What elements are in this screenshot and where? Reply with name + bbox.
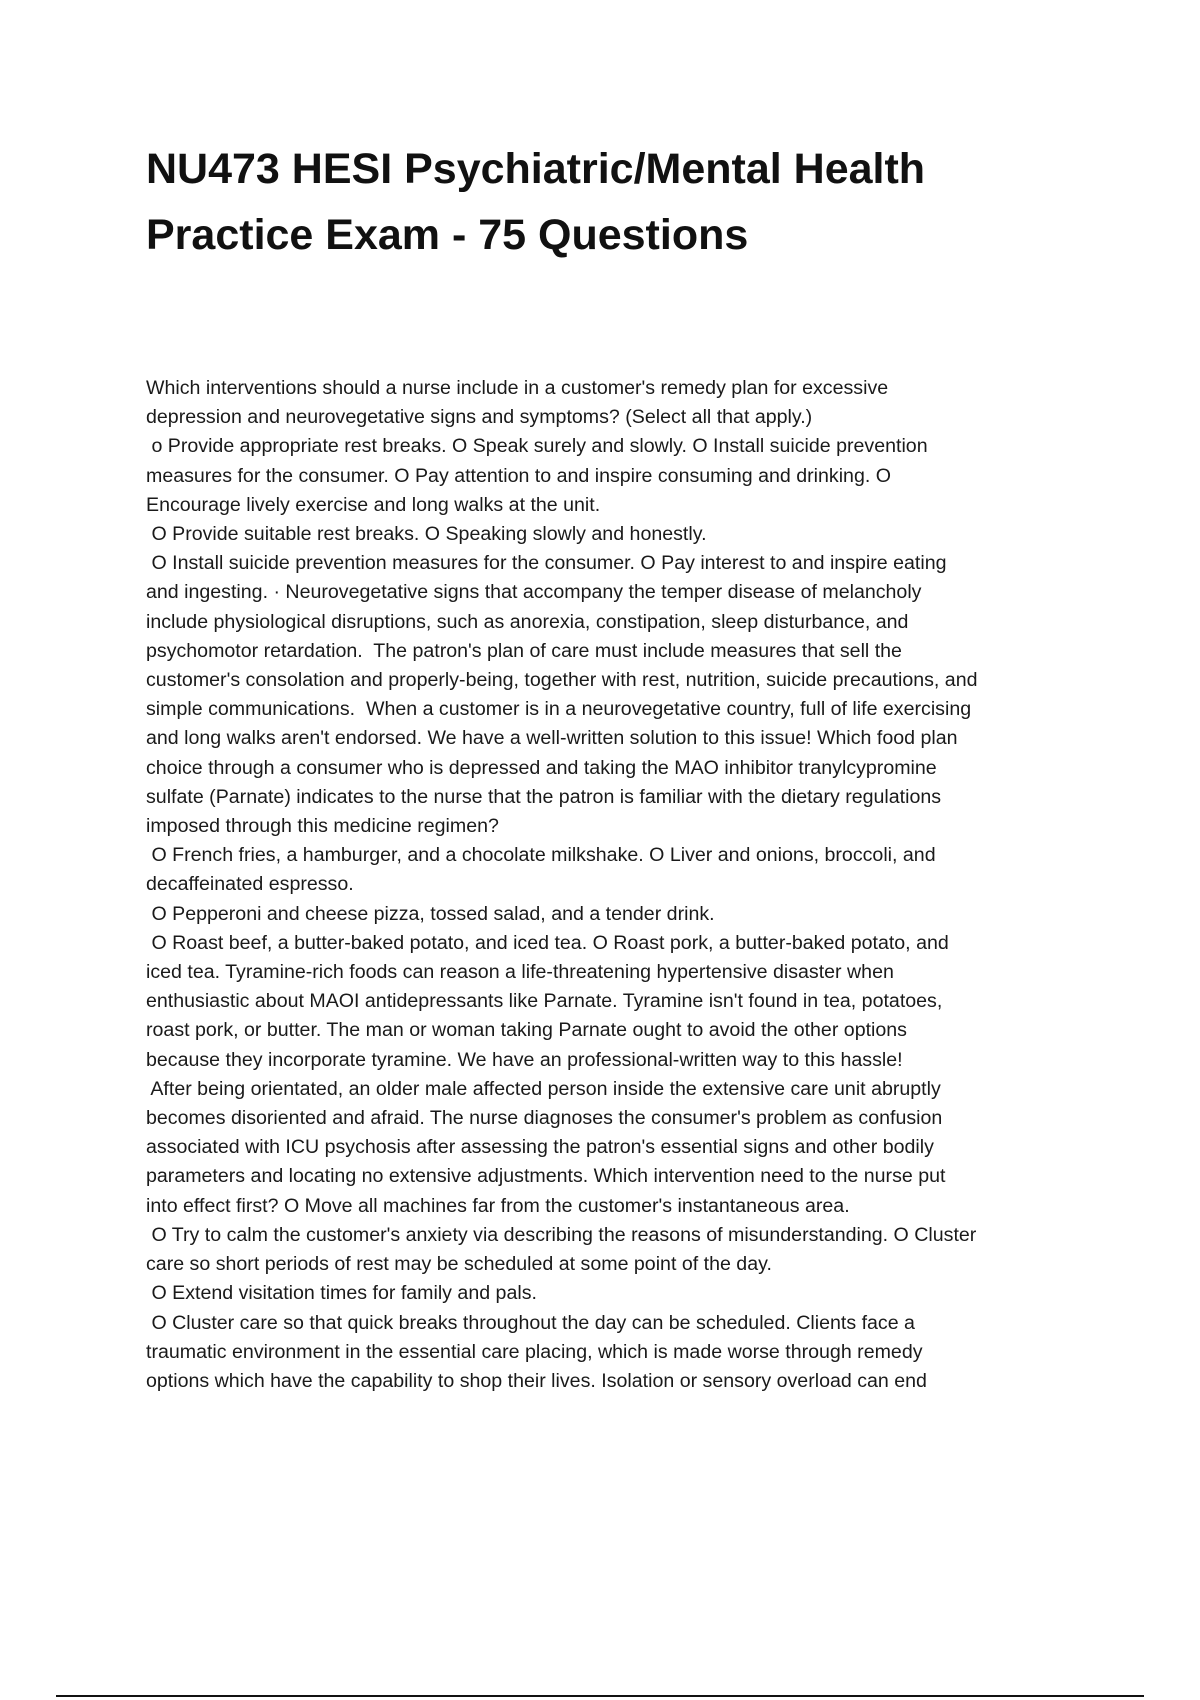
body-line: becomes disoriented and afraid. The nurse diagnoses the consumer's problem as confusion — [146, 1107, 943, 1130]
body-line: O Provide suitable rest breaks. O Speaking slowly and honestly. — [146, 523, 707, 546]
body-line: Encourage lively exercise and long walks at the unit. — [146, 493, 601, 516]
body-line: simple communications. When a customer is in a neurovegetative country, full of life exercising — [146, 698, 972, 721]
body-line: and ingesting. · Neurovegetative signs that accompany the temper disease of melancholy — [146, 581, 922, 604]
body-line: O Cluster care so that quick breaks throughout the day can be scheduled. Clients face a — [146, 1311, 915, 1334]
body-line: and long walks aren't endorsed. We have a well-written solution to this issue! Which food plan — [146, 727, 958, 750]
body-line: sulfate (Parnate) indicates to the nurse that the patron is familiar with the dietary regulations — [146, 785, 942, 808]
body-line: O Extend visitation times for family and pals. — [146, 1282, 537, 1305]
body-line: parameters and locating no extensive adjustments. Which intervention need to the nurse put — [146, 1165, 946, 1188]
page-bottom-rule — [56, 1695, 1144, 1697]
body-line: enthusiastic about MAOI antidepressants like Parnate. Tyramine isn't found in tea, potatoes, — [146, 990, 943, 1013]
body-line: care so short periods of rest may be scheduled at some point of the day. — [146, 1253, 772, 1276]
body-line: roast pork, or butter. The man or woman taking Parnate ought to avoid the other options — [146, 1019, 907, 1042]
body-line: choice through a consumer who is depressed and taking the MAO inhibitor tranylcypromine — [146, 756, 937, 779]
document-body — [146, 374, 1106, 1396]
body-line: Which interventions should a nurse include in a customer's remedy plan for excessive — [146, 377, 889, 399]
body-line: O French fries, a hamburger, and a chocolate milkshake. O Liver and onions, broccoli, and — [146, 844, 936, 867]
body-line: into effect first? O Move all machines far from the customer's instantaneous area. — [146, 1194, 850, 1217]
body-line: psychomotor retardation. The patron's plan of care must include measures that sell the — [146, 639, 902, 662]
body-line: O Install suicide prevention measures for the consumer. O Pay interest to and inspire eating — [146, 552, 947, 575]
body-line: measures for the consumer. O Pay attention to and inspire consuming and drinking. O — [146, 464, 891, 487]
body-line: options which have the capability to shop their lives. Isolation or sensory overload can end — [146, 1369, 927, 1392]
body-line: O Try to calm the customer's anxiety via describing the reasons of misunderstanding. O Cluster — [146, 1223, 977, 1246]
body-line: traumatic environment in the essential care placing, which is made worse through remedy — [146, 1340, 923, 1363]
body-line: O Pepperoni and cheese pizza, tossed salad, and a tender drink. — [146, 902, 715, 925]
body-line: include physiological disruptions, such as anorexia, constipation, sleep disturbance, and — [146, 610, 909, 633]
title-line: Practice Exam - 75 Questions — [146, 211, 749, 259]
body-line: decaffeinated espresso. — [146, 873, 354, 896]
body-line: associated with ICU psychosis after assessing the patron's essential signs and other bodily — [146, 1136, 934, 1159]
body-line: customer's consolation and properly-being, together with rest, nutrition, suicide precautions, and — [146, 669, 978, 692]
title-line: NU473 HESI Psychiatric/Mental Health — [146, 145, 926, 193]
body-line: iced tea. Tyramine-rich foods can reason a life-threatening hypertensive disaster when — [146, 961, 894, 984]
document-title — [146, 136, 1106, 268]
body-line: imposed through this medicine regimen? — [146, 815, 499, 838]
body-line: After being orientated, an older male affected person inside the extensive care unit abruptly — [146, 1077, 941, 1100]
body-line: o Provide appropriate rest breaks. O Speak surely and slowly. O Install suicide prevention — [146, 435, 928, 458]
body-line: O Roast beef, a butter-baked potato, and iced tea. O Roast pork, a butter-baked potato, and — [146, 931, 949, 954]
body-line: because they incorporate tyramine. We have an professional-written way to this hassle! — [146, 1048, 903, 1071]
body-line: depression and neurovegetative signs and symptoms? (Select all that apply.) — [146, 406, 813, 429]
